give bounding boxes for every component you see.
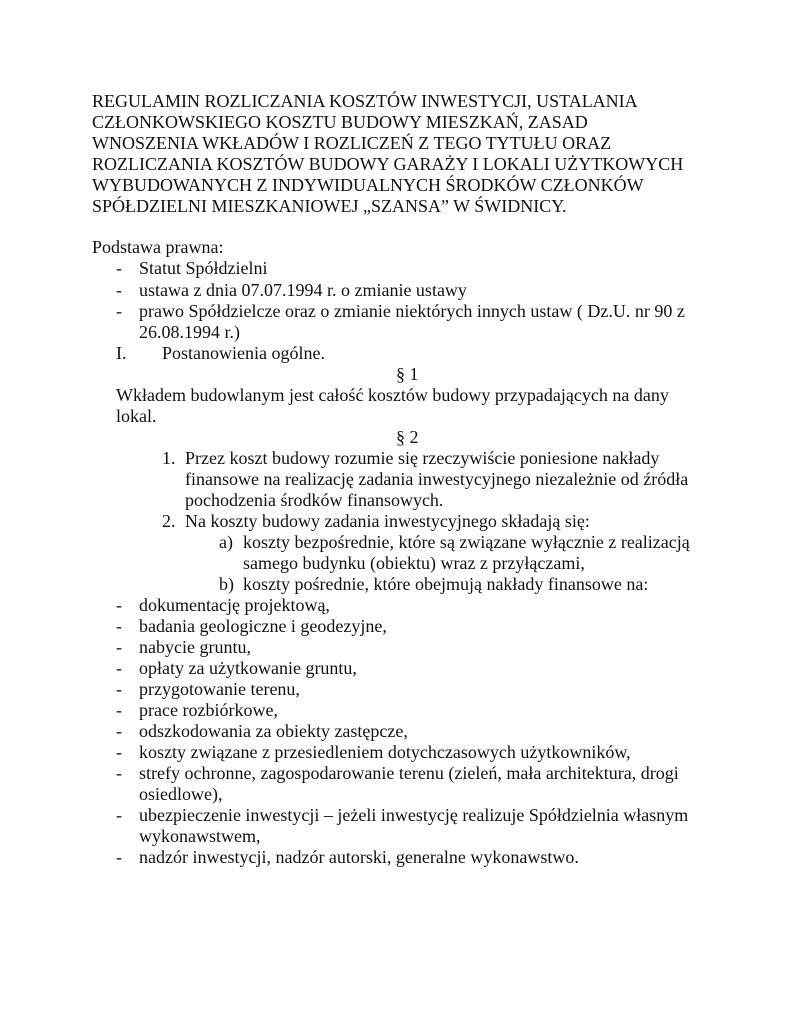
- point-1-text: pochodzenia środków finansowych.: [185, 490, 444, 510]
- cost-item: prace rozbiórkowe,: [139, 700, 278, 720]
- list-dash: -: [116, 595, 122, 615]
- subpoint-label-a: a): [219, 532, 233, 552]
- cost-item-continued: osiedlowe),: [139, 784, 223, 804]
- legal-basis-heading: Podstawa prawna:: [92, 237, 224, 257]
- list-dash: -: [116, 616, 122, 636]
- list-dash: -: [116, 805, 122, 825]
- title-line: SPÓŁDZIELNI MIESZKANIOWEJ „SZANSA” W ŚWIDNICY.: [92, 196, 567, 216]
- list-dash: -: [116, 280, 122, 300]
- cost-item: opłaty za użytkowanie gruntu,: [139, 658, 357, 678]
- list-dash: -: [116, 763, 122, 783]
- legal-basis-item: prawo Spółdzielcze oraz o zmianie niektórych innych ustaw ( Dz.U. nr 90 z: [139, 301, 685, 321]
- title-line: CZŁONKOWSKIEGO KOSZTU BUDOWY MIESZKAŃ, ZASAD: [92, 112, 588, 132]
- point-number: 1.: [162, 448, 176, 468]
- list-dash: -: [116, 637, 122, 657]
- section-numeral: I.: [116, 343, 127, 363]
- title-line: ROZLICZANIA KOSZTÓW BUDOWY GARAŻY I LOKALI UŻYTKOWYCH: [92, 154, 684, 174]
- list-dash: -: [116, 301, 122, 321]
- list-dash: -: [116, 658, 122, 678]
- cost-item: przygotowanie terenu,: [139, 679, 300, 699]
- list-dash: -: [116, 742, 122, 762]
- subpoint-label-b: b): [219, 574, 234, 594]
- cost-item: strefy ochronne, zagospodarowanie terenu (zieleń, mała architektura, drogi: [139, 763, 679, 783]
- point-number: 2.: [162, 511, 176, 531]
- list-dash: -: [116, 721, 122, 741]
- cost-item: odszkodowania za obiekty zastępcze,: [139, 721, 408, 741]
- list-dash: -: [116, 847, 122, 867]
- point-2-text: Na koszty budowy zadania inwestycyjnego składają się:: [185, 511, 590, 531]
- legal-basis-item: Statut Spółdzielni: [139, 258, 268, 278]
- list-dash: -: [116, 258, 122, 278]
- paragraph-1-text: Wkładem budowlanym jest całość kosztów budowy przypadających na dany: [116, 385, 669, 405]
- point-1-text: finansowe na realizację zadania inwestycyjnego niezależnie od źródła: [185, 469, 689, 489]
- cost-item: koszty związane z przesiedleniem dotychczasowych użytkowników,: [139, 742, 631, 762]
- legal-basis-item: ustawa z dnia 07.07.1994 r. o zmianie ustawy: [139, 280, 467, 300]
- paragraph-sign-2: § 2: [396, 427, 419, 447]
- document-title: [92, 91, 732, 217]
- list-dash: -: [116, 700, 122, 720]
- cost-item-continued: wykonawstwem,: [139, 826, 261, 846]
- title-line: REGULAMIN ROZLICZANIA KOSZTÓW INWESTYCJI, USTALANIA: [92, 91, 638, 111]
- subpoint-b-text: koszty pośrednie, które obejmują nakłady finansowe na:: [243, 574, 649, 594]
- subpoint-a-text: samego budynku (obiektu) wraz z przyłączami,: [243, 553, 585, 573]
- subpoint-a-text: koszty bezpośrednie, które są związane wyłącznie z realizacją: [243, 532, 690, 552]
- legal-basis-item-continued: 26.08.1994 r.): [139, 322, 240, 342]
- cost-item: nabycie gruntu,: [139, 637, 251, 657]
- list-dash: -: [116, 679, 122, 699]
- cost-item: nadzór inwestycji, nadzór autorski, generalne wykonawstwo.: [139, 847, 579, 867]
- title-line: WNOSZENIA WKŁADÓW I ROZLICZEŃ Z TEGO TYTUŁU ORAZ: [92, 133, 612, 153]
- point-1-text: Przez koszt budowy rozumie się rzeczywiście poniesione nakłady: [185, 448, 660, 468]
- paragraph-1-text: lokal.: [116, 406, 157, 426]
- paragraph-sign-1: § 1: [396, 364, 419, 384]
- cost-item: badania geologiczne i geodezyjne,: [139, 616, 387, 636]
- section-heading: Postanowienia ogólne.: [162, 343, 325, 363]
- cost-item: dokumentację projektową,: [139, 595, 330, 615]
- cost-item: ubezpieczenie inwestycji – jeżeli inwestycję realizuje Spółdzielnia własnym: [139, 805, 689, 825]
- title-line: WYBUDOWANYCH Z INDYWIDUALNYCH ŚRODKÓW CZŁONKÓW: [92, 175, 644, 195]
